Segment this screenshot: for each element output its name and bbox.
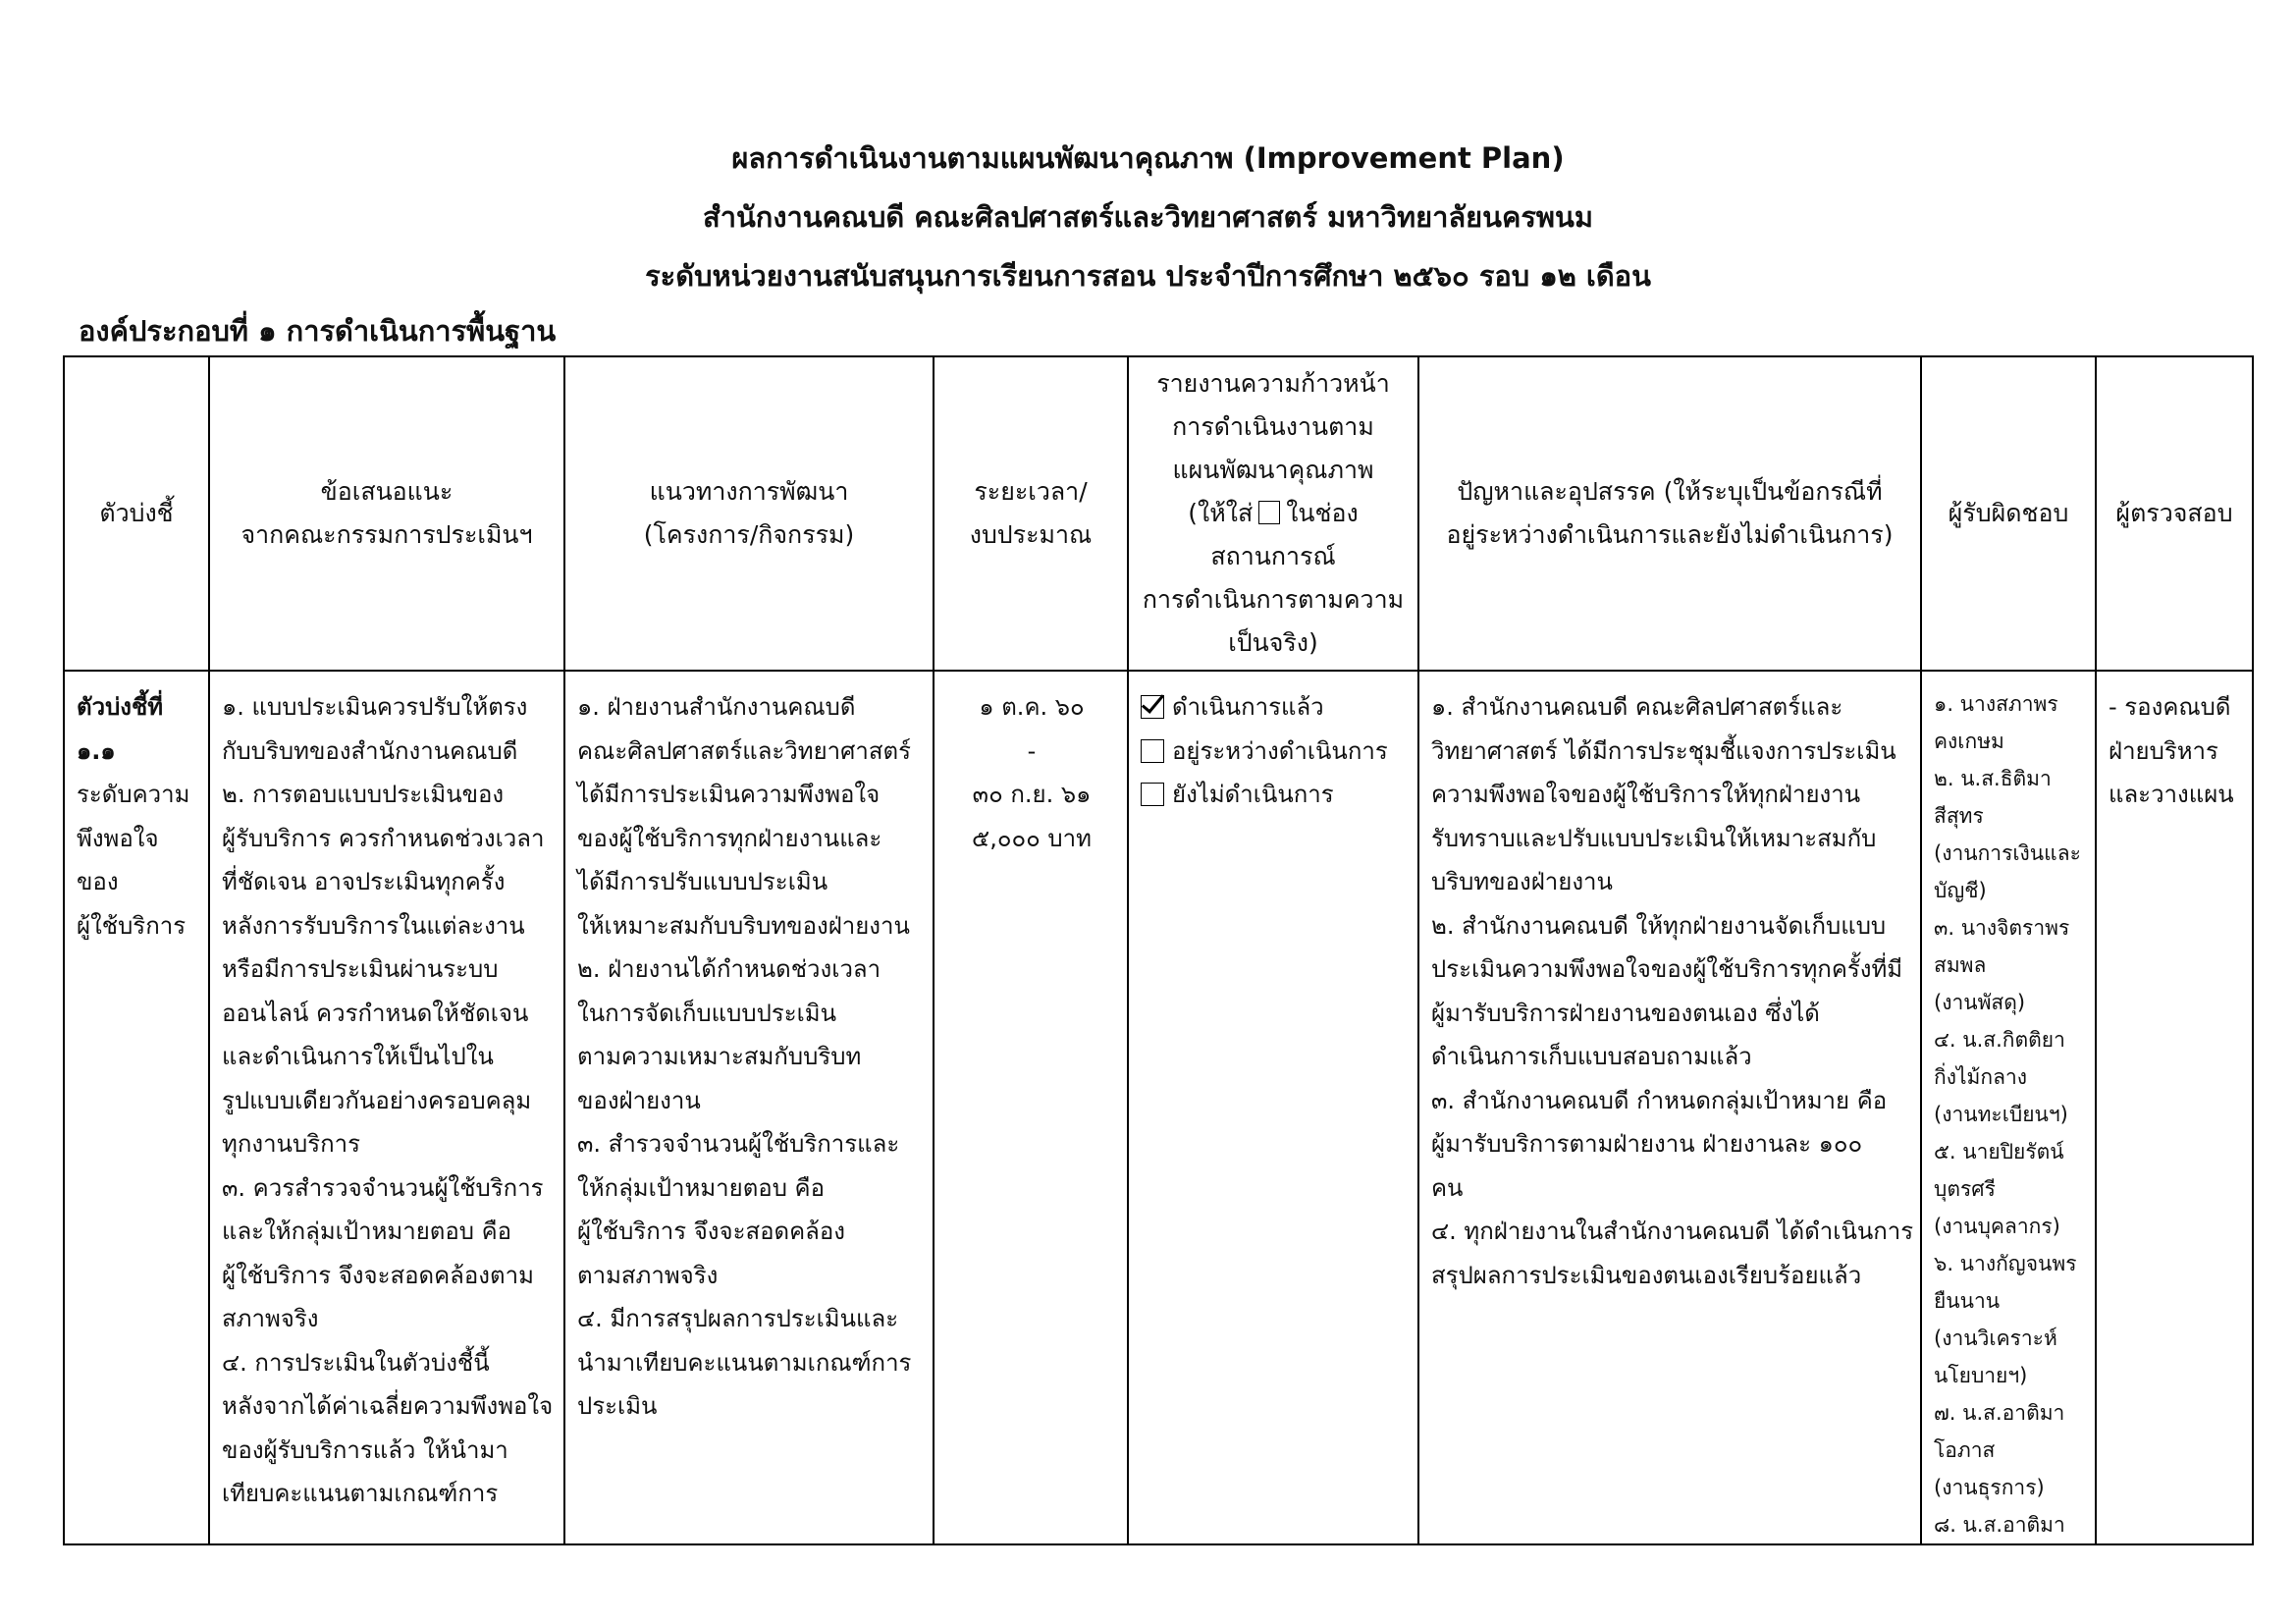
approach-line: ให้เหมาะสมกับบริบทของฝ่ายงาน (577, 911, 910, 940)
col-period-line: ระยะเวลา/ (974, 477, 1088, 506)
reviewer-line: - รองคณบดี (2109, 693, 2231, 721)
checkbox-icon (1141, 739, 1164, 763)
approach-line: ได้มีการประเมินความพึงพอใจ (577, 781, 881, 808)
responsible-line: (งานวิเคราะห์ (1934, 1326, 2057, 1350)
col-approach-line: (โครงการ/กิจกรรม) (643, 520, 855, 549)
col-progress-mark-pre: (ให้ใส่ (1188, 499, 1254, 527)
recommendation-line: ๒. การตอบแบบประเมินของ (222, 781, 505, 808)
col-reviewer-label: ผู้ตรวจสอบ (2115, 499, 2233, 527)
recommendation-line: หรือมีการประเมินผ่านระบบ (222, 955, 499, 983)
col-problems-line: อยู่ระหว่างดำเนินการและยังไม่ดำเนินการ) (1446, 520, 1894, 549)
responsible-line: (งานพัสดุ) (1934, 991, 2026, 1014)
period-dash: - (1027, 736, 1037, 765)
office-name: สำนักงานคณบดี คณะศิลปศาสตร์และวิทยาศาสตร์ มหาวิทยาลัยนครพนม (703, 200, 1593, 234)
reviewer-line: และวางแผน (2109, 781, 2234, 808)
responsible-line: บัญชี) (1934, 879, 1987, 902)
improvement-plan-table (63, 355, 2254, 1545)
status-not-started[interactable] (1141, 773, 1408, 817)
approach-line: ๔. มีการสรุปผลการประเมินและ (577, 1305, 899, 1332)
problems-line: ๒. สำนักงานคณบดี ให้ทุกฝ่ายงานจัดเก็บแบบ (1431, 911, 1887, 940)
approach-line: ๒. ฝ่ายงานได้กำหนดช่วงเวลา (577, 955, 881, 983)
checkbox-icon (1141, 783, 1164, 806)
responsible-line: สีสุทร (1934, 804, 1984, 828)
responsible-line: โอภาส (1934, 1438, 1996, 1462)
responsible-line: (งานการเงินและ (1934, 841, 2081, 865)
reviewer-line: ฝ่ายบริหาร (2109, 736, 2218, 765)
responsible-line: คงเกษม (1934, 730, 2004, 753)
problems-line: ๑. สำนักงานคณบดี คณะศิลปศาสตร์และ (1431, 693, 1843, 721)
recommendation-line: ผู้ใช้บริการ จึงจะสอดคล้องตาม (222, 1261, 534, 1289)
responsible-line: (งานบุคลากร) (1934, 1215, 2060, 1238)
col-problems (1418, 356, 1921, 671)
indicator-desc-line: ผู้ใช้บริการ (77, 911, 187, 940)
recommendation-line: หลังจากได้ค่าเฉลี่ยความพึงพอใจ (222, 1392, 554, 1420)
problems-line: ความพึงพอใจของผู้ใช้บริการให้ทุกฝ่ายงาน (1431, 781, 1861, 808)
col-period-line: งบประมาณ (969, 520, 1093, 549)
responsible-line: ยืนนาน (1934, 1289, 2001, 1313)
responsible-line: ๗. น.ส.อาติมา (1934, 1401, 2065, 1425)
col-recommendation-line: จากคณะกรรมการประเมินฯ (240, 520, 533, 549)
approach-line: ของฝ่ายงาน (577, 1086, 701, 1114)
problems-line: ผู้มารับบริการฝ่ายงานของตนเอง ซึ่งได้ (1431, 999, 1820, 1027)
period-budget: ๕,๐๐๐ บาท (972, 824, 1092, 852)
col-recommendation (209, 356, 564, 671)
col-problems-line: ปัญหาและอุปสรรค (ให้ระบุเป็นข้อกรณีที่ (1457, 477, 1883, 506)
col-approach-line: แนวทางการพัฒนา (649, 477, 849, 506)
problems-line: ๓. สำนักงานคณบดี กำหนดกลุ่มเป้าหมาย คือ (1431, 1086, 1888, 1114)
recommendation-line: กับบริบทของสำนักงานคณบดี (222, 736, 518, 765)
recommendation-line: หลังการรับบริการในแต่ละงาน (222, 911, 525, 940)
indicator-title-line: ตัวบ่งชี้ที่ (77, 693, 164, 721)
col-approach (564, 356, 934, 671)
problems-line: ดำเนินการเก็บแบบสอบถามแล้ว (1431, 1043, 1752, 1070)
cell-status (1128, 671, 1418, 1544)
period-end: ๓๐ ก.ย. ๖๑ (972, 781, 1092, 808)
col-progress-line: เป็นจริง) (1228, 628, 1318, 657)
indicator-desc-line: ของ (77, 868, 119, 895)
problems-line: รับทราบและปรับแบบประเมินให้เหมาะสมกับ (1431, 824, 1877, 852)
col-indicator (64, 356, 209, 671)
checkbox-icon (1258, 501, 1280, 524)
responsible-line: (งานทะเบียนฯ) (1934, 1103, 2068, 1126)
col-period (934, 356, 1128, 671)
col-reviewer (2096, 356, 2253, 671)
recommendation-line: ผู้รับบริการ ควรกำหนดช่วงเวลา (222, 824, 545, 852)
col-progress-line: การดำเนินงานตาม (1172, 412, 1374, 441)
col-progress-line: สถานการณ์ (1210, 542, 1336, 570)
col-progress (1128, 356, 1418, 671)
recommendation-line: รูปแบบเดียวกันอย่างครอบคลุม (222, 1086, 532, 1114)
col-recommendation-line: ข้อเสนอแนะ (320, 477, 454, 506)
status-in-progress-label: อยู่ระหว่างดำเนินการ (1172, 736, 1388, 765)
problems-line: ๔. ทุกฝ่ายงานในสำนักงานคณบดี ได้ดำเนินการ (1431, 1218, 1914, 1245)
approach-line: ในการจัดเก็บแบบประเมิน (577, 999, 837, 1027)
col-progress-line: แผนพัฒนาคุณภาพ (1172, 456, 1374, 484)
problems-line: วิทยาศาสตร์ ได้มีการประชุมชี้แจงการประเมิน (1431, 736, 1896, 765)
approach-line: ผู้ใช้บริการ จึงจะสอดคล้อง (577, 1218, 845, 1245)
status-not-started-label: ยังไม่ดำเนินการ (1172, 781, 1334, 808)
recommendation-line: ที่ชัดเจน อาจประเมินทุกครั้ง (222, 868, 506, 895)
recommendation-line: และให้กลุ่มเป้าหมายตอบ คือ (222, 1218, 512, 1245)
col-progress-line: รายงานความก้าวหน้า (1156, 369, 1390, 398)
status-done-label: ดำเนินการแล้ว (1172, 693, 1324, 721)
responsible-line: กิ่งไม้กลาง (1934, 1065, 2028, 1089)
recommendation-line: และดำเนินการให้เป็นไปใน (222, 1043, 494, 1070)
responsible-line: ๖. นางกัญจนพร (1934, 1252, 2077, 1275)
indicator-desc-line: ระดับความ (77, 781, 190, 808)
problems-line: ผู้มารับบริการตามฝ่ายงาน ฝ่ายงานละ ๑๐๐ (1431, 1130, 1863, 1158)
approach-line: ประเมิน (577, 1392, 658, 1420)
checked-box-icon (1141, 695, 1164, 719)
header-row (64, 356, 2253, 671)
cell-indicator (64, 671, 209, 1544)
approach-line: คณะศิลปศาสตร์และวิทยาศาสตร์ (577, 736, 911, 765)
report-scope: ระดับหน่วยงานสนับสนุนการเรียนการสอน ประจำปีการศึกษา ๒๕๖๐ รอบ ๑๒ เดือน (645, 259, 1651, 293)
recommendation-line: ทุกงานบริการ (222, 1130, 360, 1158)
approach-line: ๑. ฝ่ายงานสำนักงานคณบดี (577, 693, 856, 721)
col-progress-mark-post: ในช่อง (1286, 499, 1359, 527)
period-start: ๑ ต.ค. ๖๐ (979, 693, 1085, 721)
indicator-desc-line: พึงพอใจ (77, 824, 159, 852)
indicator-title (77, 685, 198, 773)
responsible-line: ๑. นางสภาพร (1934, 692, 2058, 716)
approach-line: ได้มีการปรับแบบประเมิน (577, 868, 828, 895)
indicator-title-line: ๑.๑ (77, 736, 116, 765)
col-responsible (1921, 356, 2096, 671)
responsible-line: นโยบายฯ) (1934, 1364, 2028, 1387)
recommendation-line: ออนไลน์ ควรกำหนดให้ชัดเจน (222, 999, 529, 1027)
responsible-line: บุตรศรี (1934, 1177, 1996, 1201)
cell-responsible (1921, 671, 2096, 1544)
status-done[interactable] (1141, 685, 1408, 730)
responsible-line: ๒. น.ส.ธิติมา (1934, 767, 2052, 790)
problems-line: ประเมินความพึงพอใจของผู้ใช้บริการทุกครั้งที่มี (1431, 955, 1903, 983)
cell-problems (1418, 671, 1921, 1544)
document-title: ผลการดำเนินงานตามแผนพัฒนาคุณภาพ (Improvement Plan) (731, 141, 1565, 175)
approach-line: ของผู้ใช้บริการทุกฝ่ายงานและ (577, 824, 882, 852)
recommendation-line: สภาพจริง (222, 1305, 319, 1332)
responsible-line: ๘. น.ส.อาติมา (1934, 1513, 2065, 1537)
recommendation-line: ๔. การประเมินในตัวบ่งชี้นี้ (222, 1348, 490, 1377)
component-heading: องค์ประกอบที่ ๑ การดำเนินการพื้นฐาน (79, 314, 557, 348)
col-indicator-label: ตัวบ่งชี้ (99, 499, 174, 527)
problems-line: บริบทของฝ่ายงาน (1431, 868, 1613, 895)
responsible-line: สมพล (1934, 953, 1987, 977)
approach-line: ๓. สำรวจจำนวนผู้ใช้บริการและ (577, 1130, 900, 1158)
problems-line: สรุปผลการประเมินของตนเองเรียบร้อยแล้ว (1431, 1261, 1862, 1289)
responsible-line: ๓. นางจิตราพร (1934, 916, 2070, 940)
cell-period (934, 671, 1128, 1544)
responsible-line: ๕. นายปิยรัตน์ (1934, 1140, 2064, 1164)
cell-reviewer (2096, 671, 2253, 1544)
status-in-progress[interactable] (1141, 730, 1408, 774)
col-progress-mark-line (1135, 492, 1412, 535)
col-responsible-label: ผู้รับผิดชอบ (1948, 499, 2069, 527)
col-progress-line: การดำเนินการตามความ (1142, 585, 1405, 614)
approach-line: นำมาเทียบคะแนนตามเกณฑ์การ (577, 1348, 912, 1377)
approach-line: ให้กลุ่มเป้าหมายตอบ คือ (577, 1173, 826, 1202)
table-row (64, 671, 2253, 1544)
recommendation-line: ของผู้รับบริการแล้ว ให้นำมา (222, 1435, 508, 1464)
recommendation-line: ๑. แบบประเมินควรปรับให้ตรง (222, 693, 528, 721)
responsible-line: (งานธุรการ) (1934, 1476, 2045, 1499)
recommendation-line: ๓. ควรสำรวจจำนวนผู้ใช้บริการ (222, 1173, 544, 1202)
cell-approach (564, 671, 934, 1544)
recommendation-line: เทียบคะแนนตามเกณฑ์การ (222, 1480, 499, 1507)
problems-line: คน (1431, 1173, 1464, 1202)
indicator-description (77, 773, 198, 947)
approach-line: ตามสภาพจริง (577, 1261, 719, 1289)
approach-line: ตามความเหมาะสมกับบริบท (577, 1043, 862, 1070)
responsible-line: ๔. น.ส.กิตติยา (1934, 1028, 2065, 1052)
cell-recommendation (209, 671, 564, 1544)
